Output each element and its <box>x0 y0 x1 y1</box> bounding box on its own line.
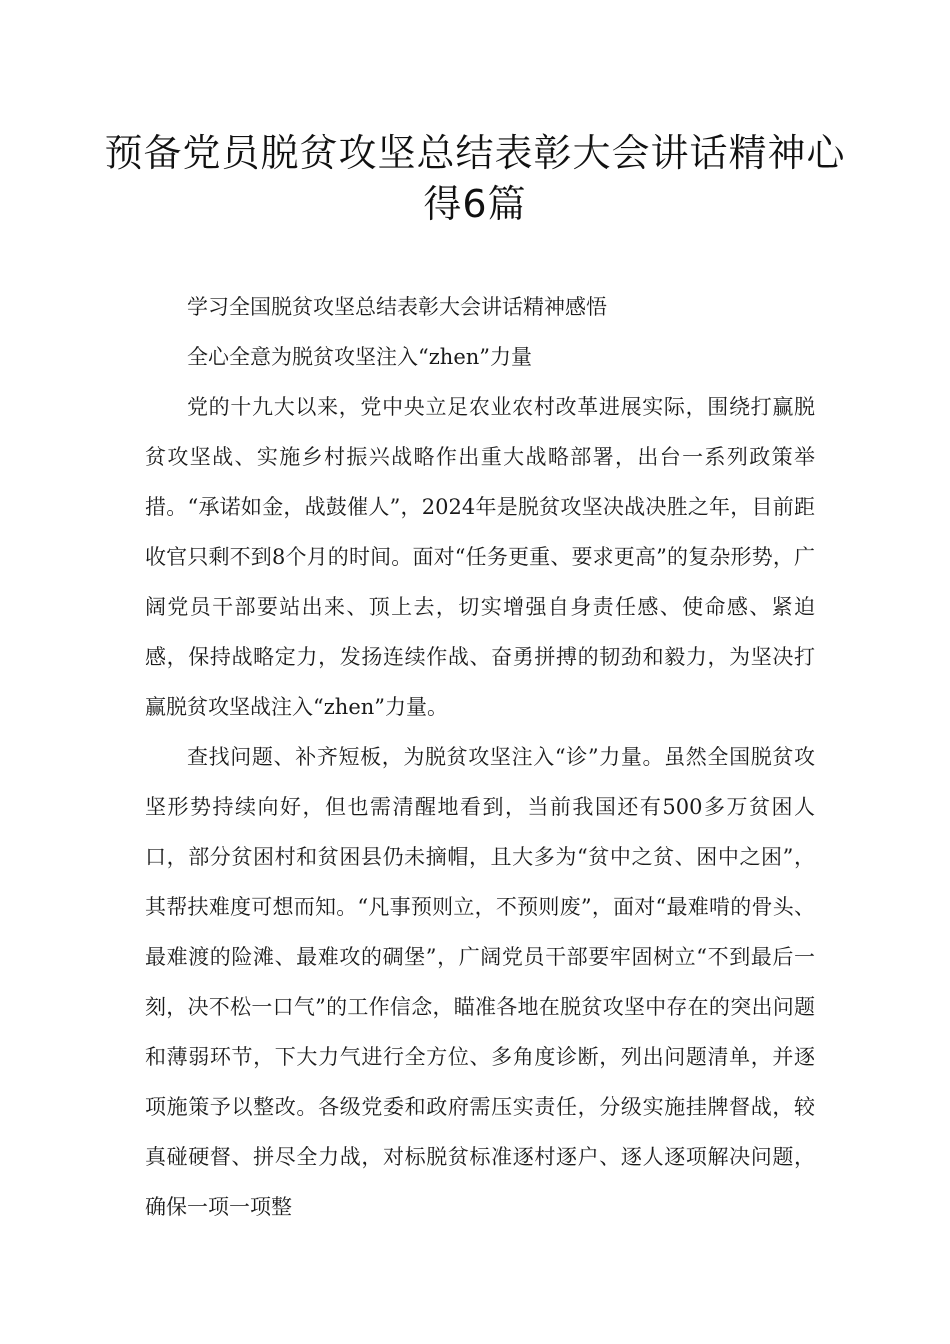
body-paragraph: 党的十九大以来，党中央立足农业农村改革进展实际，围绕打赢脱贫攻坚战、实施乡村振兴战略作出重大战略部署，出台一系列政策举措。“承诺如金，战鼓催人”，2024年是脱贫攻坚决战决胜之年，目前距收官只剩不到8个月的时间。面对“任务更重、要求更高”的复杂形势，广阔党员干部要站出来、顶上去，切实增强自身责任感、使命感、紧迫感，保持战略定力，发扬连续作战、奋勇拼搏的韧劲和毅力，为坚决打赢脱贫攻坚战注入“zhen”力量。 <box>145 395 815 719</box>
document-body <box>145 282 815 1232</box>
subtitle-paragraph: 学习全国脱贫攻坚总结表彰大会讲话精神感悟 <box>187 295 607 319</box>
body-paragraph: 查找问题、补齐短板，为脱贫攻坚注入“诊”力量。虽然全国脱贫攻坚形势持续向好，但也需清醒地看到，当前我国还有500多万贫困人口，部分贫困村和贫困县仍未摘帽，且大多为“贫中之贫、困中之困”，其帮扶难度可想而知。“凡事预则立，不预则废”，面对“最难啃的骨头、最难渡的险滩、最难攻的碉堡”，广阔党员干部要牢固树立“不到最后一刻，决不松一口气”的工作信念，瞄准各地在脱贫攻坚中存在的突出问题和薄弱环节，下大力气进行全方位、多角度诊断，列出问题清单，并逐项施策予以整改。各级党委和政府需压实责任，分级实施挂牌督战，较真碰硬督、拼尽全力战，对标脱贫标准逐村逐户、逐人逐项解决问题，确保一项一项整 <box>145 745 815 1219</box>
document-title: 预备党员脱贫攻坚总结表彰大会讲话精神心得6篇 <box>104 131 846 226</box>
heading-paragraph: 全心全意为脱贫攻坚注入“zhen”力量 <box>187 345 533 369</box>
